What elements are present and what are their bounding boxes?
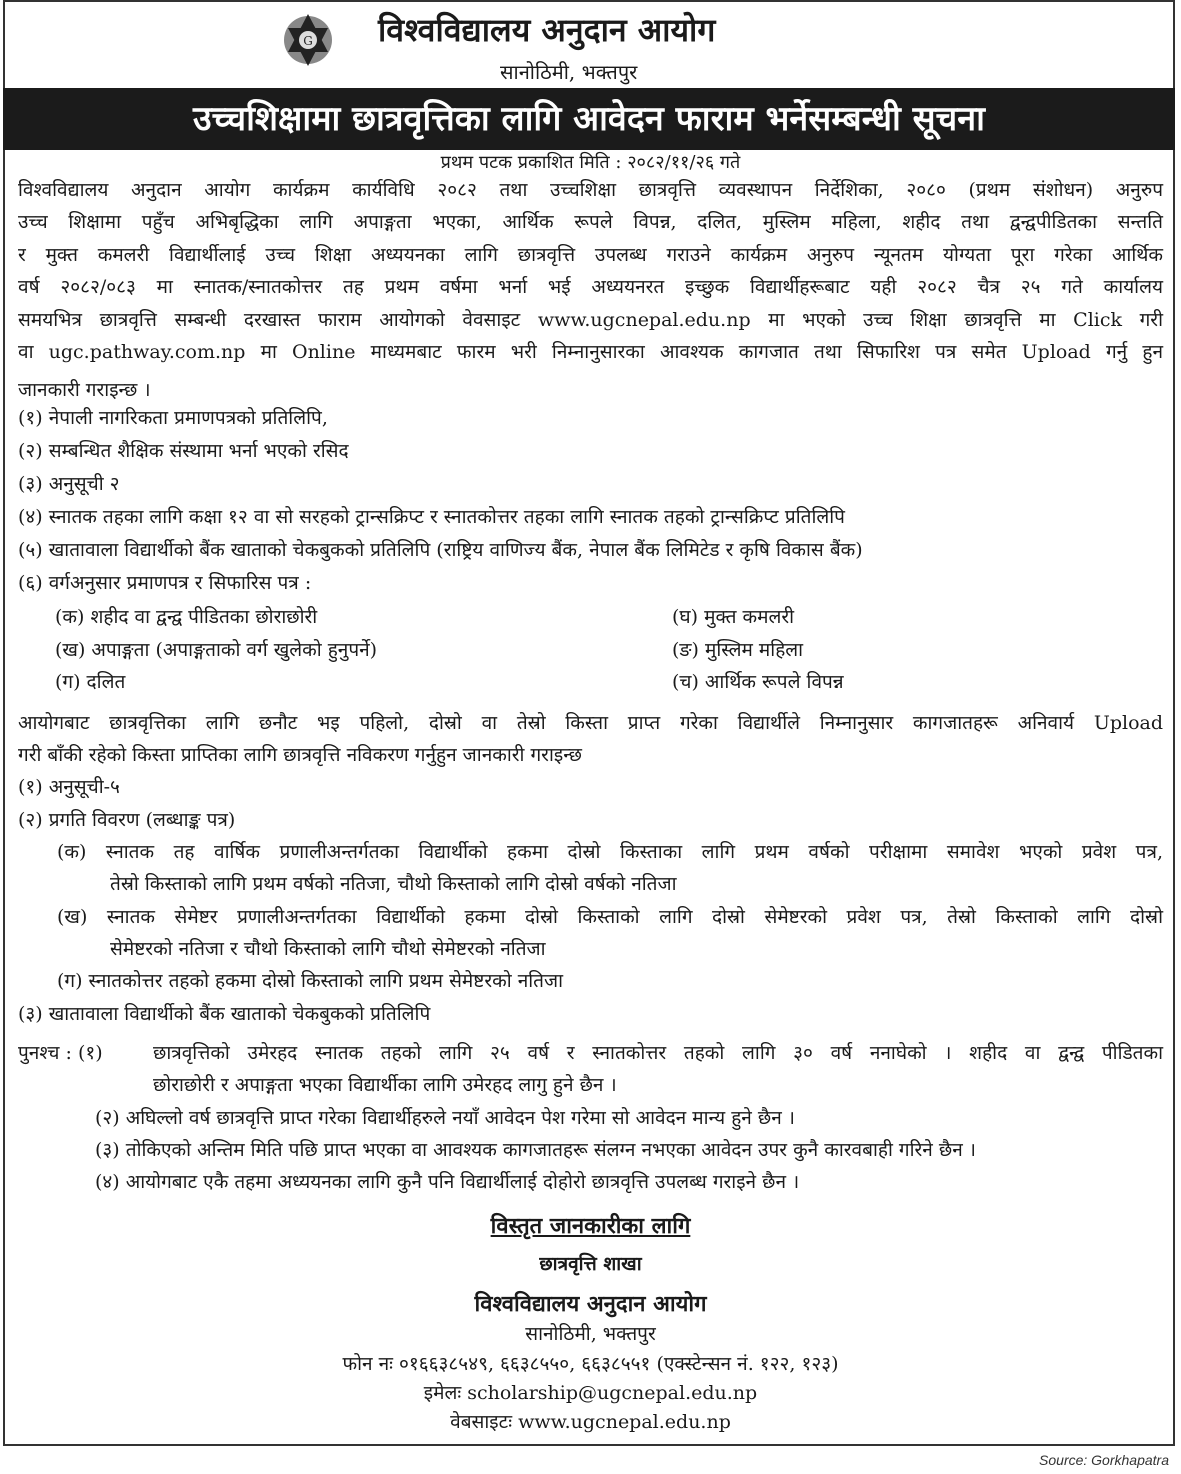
category-item: (घ) मुक्त कमलरी [672, 606, 795, 628]
renewal-subdoc: (ख) स्नातक सेमेष्टर प्रणालीअन्तर्गतका विद्यार्थीको हकमा दोस्रो किस्ताको लागि दोस्रो सेमेष्टरको प्रवेश पत्र, तेस्रो किस्ताको लागि दोस्रो [57, 906, 1163, 928]
ugc-logo-icon [283, 10, 333, 68]
note-item: छोराछोरी र अपाङ्गता भएका विद्यार्थीका लागि उमेरहद लागु हुने छैन । [153, 1074, 617, 1096]
renewal-doc: (१) अनुसूची-५ [18, 776, 120, 798]
contact-phone: फोन नः ०१६६३८५४९, ६६३८५५०, ६६३८५५१ (एक्स्टेन्सन नं. १२२, १२३) [342, 1353, 839, 1375]
intro-line: वा ugc.pathway.com.np मा Online माध्यमबाट फारम भरी निम्नानुसारका आवश्यक कागजात तथा सिफारिश पत्र समेत Upload गर्नु हुन [18, 341, 1163, 363]
org-name: विश्वविद्यालय अनुदान आयोग [378, 11, 716, 49]
notice-title: उच्चशिक्षामा छात्रवृत्तिका लागि आवेदन फाराम भर्नेसम्बन्धी सूचना [3, 88, 1175, 150]
contact-address: सानोठिमी, भक्तपुर [525, 1323, 656, 1345]
renewal-line: आयोगबाट छात्रवृत्तिका लागि छनौट भइ पहिलो, दोस्रो वा तेस्रो किस्ता प्राप्त गरेका विद्यार्थीले निम्नानुसार कागजातहरू अनिवार्य Upload [18, 712, 1163, 734]
publish-date: प्रथम पटक प्रकाशित मिति : २०८२/११/२६ गते [440, 152, 741, 173]
required-document: (२) सम्बन्धित शैक्षिक संस्थामा भर्ना भएको रसिद [18, 440, 349, 462]
note-item: (४) आयोगबाट एकै तहमा अध्ययनका लागि कुनै पनि विद्यार्थीलाई दोहोरो छात्रवृत्ति उपलब्ध गराइने छैन । [95, 1171, 800, 1193]
note-item: (३) तोकिएको अन्तिम मिति पछि प्राप्त भएका वा आवश्यक कागजातहरू संलग्न नभएका आवेदन उपर कुनै कारवबाही गरिने छैन । [95, 1139, 976, 1161]
intro-line: उच्च शिक्षामा पहुँच अभिबृद्धिका लागि अपाङ्गता भएका, आर्थिक रूपले विपन्न, दलित, मुस्लिम महिला, शहीद तथा द्वन्द्वपीडितका सन्तति [18, 211, 1163, 234]
intro-line: समयभित्र छात्रवृत्ति सम्बन्धी दरखास्त फाराम आयोगको वेवसाइट www.ugcnepal.edu.np मा भएको उच्च शिक्षा छात्रवृत्ति मा Click गरी [18, 308, 1163, 331]
contact-org: विश्वविद्यालय अनुदान आयोग [474, 1291, 707, 1317]
contact-website[interactable]: वेबसाइटः www.ugcnepal.edu.np [450, 1411, 731, 1433]
category-item: (च) आर्थिक रूपले विपन्न [672, 671, 844, 693]
required-document: (५) खातावाला विद्यार्थीको बैंक खाताको चेकबुकको प्रतिलिपि (राष्ट्रिय वाणिज्य बैंक, नेपाल बैंक लिमिटेड र कृषि विकास बैंक) [18, 539, 863, 561]
contact-heading: विस्तृत जानकारीका लागि [490, 1213, 691, 1239]
org-address: सानोठिमी, भक्तपुर [500, 60, 638, 84]
source-credit: Source: Gorkhapatra [1039, 1452, 1169, 1468]
intro-line: विश्वविद्यालय अनुदान आयोग कार्यक्रम कार्यविधि २०८२ तथा उच्चशिक्षा छात्रवृत्ति व्यवस्थापन निर्देशिका, २०८० (प्रथम संशोधन) अनुरुप [18, 179, 1163, 201]
intro-line: वर्ष २०८२/०८३ मा स्नातक/स्नातकोत्तर तह प्रथम वर्षमा भर्ना भई अध्ययनरत इच्छुक विद्यार्थीहरूबाट यही २०८२ चैत्र २५ गते कार्यालय [18, 276, 1163, 299]
required-document: (१) नेपाली नागरिकता प्रमाणपत्रको प्रतिलिपि, [18, 407, 328, 429]
intro-line: र मुक्त कमलरी विद्यार्थीलाई उच्च शिक्षा अध्ययनका लागि छात्रवृत्ति उपलब्ध गराउने कार्यक्रम अनुरुप न्यूनतम योग्यता पूरा गरेका आर्थिक [18, 243, 1163, 266]
renewal-line: गरी बाँकी रहेको किस्ता प्राप्तिका लागि छात्रवृत्ति नविकरण गर्नुहुन जानकारी गराइन्छ [18, 744, 582, 766]
category-item: (ख) अपाङ्गता (अपाङ्गताको वर्ग खुलेको हुनुपर्ने) [55, 638, 378, 661]
intro-last-line: जानकारी गराइन्छ । [18, 379, 151, 401]
required-document: (३) अनुसूची २ [18, 473, 120, 495]
category-item: (क) शहीद वा द्वन्द्व पीडितका छोराछोरी [55, 606, 318, 628]
renewal-subdoc: सेमेष्टरको नतिजा र चौथो किस्ताको लागि चौथो सेमेष्टरको नतिजा [110, 938, 546, 960]
note-label: पुनश्च : (१) [18, 1042, 103, 1064]
renewal-subdoc: (ग) स्नातकोत्तर तहको हकमा दोस्रो किस्ताको लागि प्रथम सेमेष्टरको नतिजा [57, 970, 564, 992]
category-item: (ङ) मुस्लिम महिला [672, 638, 804, 661]
renewal-subdoc: तेस्रो किस्ताको लागि प्रथम वर्षको नतिजा, चौथो किस्ताको लागि दोस्रो वर्षको नतिजा [110, 873, 677, 895]
required-document: (६) वर्गअनुसार प्रमाणपत्र र सिफारिस पत्र : [18, 572, 312, 594]
category-item: (ग) दलित [55, 671, 126, 693]
renewal-doc: (३) खातावाला विद्यार्थीको बैंक खाताको चेकबुकको प्रतिलिपि [18, 1003, 431, 1025]
note-item: छात्रवृत्तिको उमेरहद स्नातक तहको लागि २५ वर्ष र स्नातकोत्तर तहको लागि ३० वर्ष ननाघेको । शहीद वा द्वन्द्व पीडितका [153, 1042, 1163, 1064]
contact-email[interactable]: इमेलः scholarship@ugcnepal.edu.np [423, 1382, 758, 1404]
renewal-subdoc: (क) स्नातक तह वार्षिक प्रणालीअन्तर्गतका विद्यार्थीको हकमा दोस्रो किस्ताका लागि प्रथम वर्षको परीक्षामा समावेश भएको प्रवेश पत्र, [57, 841, 1163, 863]
required-document: (४) स्नातक तहका लागि कक्षा १२ वा सो सरहको ट्रान्सक्रिप्ट र स्नातकोत्तर तहका लागि स्नातक तहको ट्रान्सक्रिप्ट प्रतिलिपि [18, 506, 845, 528]
contact-section: छात्रवृत्ति शाखा [539, 1253, 642, 1275]
svg-text:G: G [303, 34, 313, 48]
renewal-doc: (२) प्रगति विवरण (लब्धाङ्क पत्र) [18, 809, 236, 831]
note-item: (२) अघिल्लो वर्ष छात्रवृत्ति प्राप्त गरेका विद्यार्थीहरुले नयाँ आवेदन पेश गरेमा सो आवेदन मान्य हुने छैन । [95, 1107, 795, 1129]
